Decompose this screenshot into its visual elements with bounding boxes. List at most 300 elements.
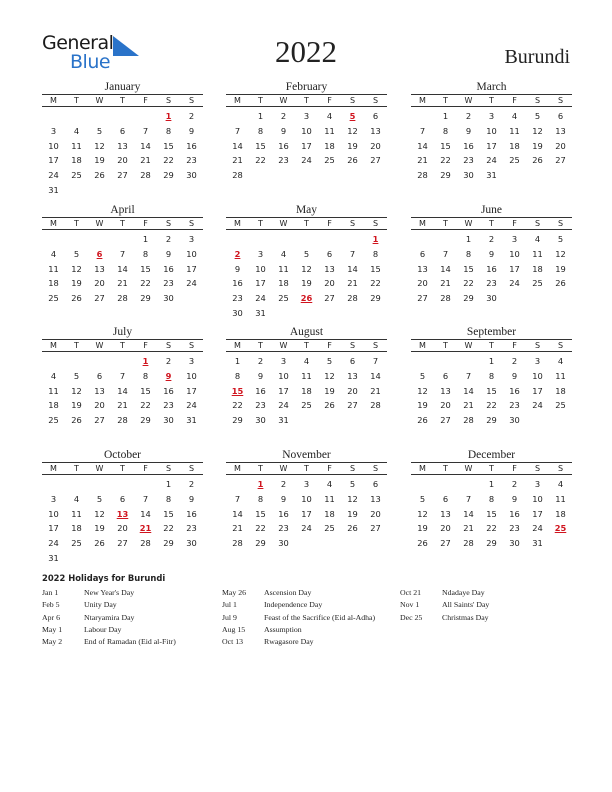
day-cell: 2 <box>511 479 518 489</box>
day-cell: 21 <box>232 523 243 534</box>
day-cell: 21 <box>117 400 128 411</box>
weekday-label: T <box>74 96 79 105</box>
day-cell: 15 <box>163 140 174 151</box>
day-cell: 26 <box>532 155 543 166</box>
day-cell: 18 <box>71 523 82 534</box>
empty-cell <box>65 354 88 369</box>
day-cell: 3 <box>511 234 518 244</box>
empty-cell <box>226 109 249 124</box>
day-cell: 31 <box>48 552 59 563</box>
day-grid <box>411 475 572 551</box>
day-cell: 16 <box>186 140 197 151</box>
day-cell: 27 <box>555 155 566 166</box>
day-cell: 11 <box>532 248 543 259</box>
holiday-name: Assumption <box>264 624 302 634</box>
day-cell: 1 <box>257 111 264 121</box>
day-cell: 9 <box>280 125 287 136</box>
day-cell: 5 <box>96 125 103 136</box>
day-cell: 10 <box>301 493 312 504</box>
weekday-header <box>226 217 387 230</box>
day-cell: 12 <box>301 263 312 274</box>
day-cell: 12 <box>324 370 335 381</box>
day-cell: 21 <box>463 400 474 411</box>
day-cell: 25 <box>555 400 566 411</box>
day-cell: 10 <box>509 248 520 259</box>
day-cell: 7 <box>142 493 149 504</box>
month-june <box>411 203 572 306</box>
day-cell: 19 <box>71 278 82 289</box>
month-title: June <box>480 204 503 216</box>
day-cell: 3 <box>188 356 195 366</box>
day-cell: 26 <box>347 155 358 166</box>
day-cell: 24 <box>486 155 497 166</box>
weekday-label: M <box>234 341 241 350</box>
holiday-day: 1 <box>142 356 149 366</box>
day-cell: 16 <box>278 508 289 519</box>
day-cell: 14 <box>463 385 474 396</box>
holiday-date: May 2 <box>42 637 63 647</box>
day-cell: 14 <box>370 370 381 381</box>
day-cell: 3 <box>303 111 310 121</box>
day-cell: 5 <box>326 356 333 366</box>
day-cell: 20 <box>94 400 105 411</box>
day-cell: 8 <box>257 125 264 136</box>
weekday-label: T <box>120 341 125 350</box>
day-cell: 25 <box>532 278 543 289</box>
day-cell: 13 <box>370 493 381 504</box>
day-cell: 26 <box>94 538 105 549</box>
day-cell: 16 <box>232 278 243 289</box>
day-grid <box>226 352 387 428</box>
day-cell: 11 <box>555 370 566 381</box>
day-cell: 7 <box>119 248 126 259</box>
day-cell: 10 <box>48 140 59 151</box>
day-cell: 12 <box>347 125 358 136</box>
day-cell: 28 <box>117 293 128 304</box>
holiday-day: 26 <box>300 293 313 304</box>
day-cell: 15 <box>486 385 497 396</box>
day-cell: 23 <box>486 278 497 289</box>
day-cell: 14 <box>440 263 451 274</box>
day-cell: 6 <box>419 248 426 259</box>
month-august <box>226 325 387 428</box>
holiday-date: Jul 1 <box>222 600 237 610</box>
weekday-label: M <box>419 464 426 473</box>
day-cell: 21 <box>117 278 128 289</box>
empty-cell <box>295 232 318 247</box>
day-cell: 5 <box>557 234 564 244</box>
day-cell: 26 <box>347 523 358 534</box>
weekday-label: T <box>120 96 125 105</box>
day-cell: 23 <box>163 400 174 411</box>
day-cell: 24 <box>186 400 197 411</box>
weekday-label: W <box>464 464 473 473</box>
day-cell: 17 <box>301 508 312 519</box>
day-cell: 14 <box>417 140 428 151</box>
holiday-date: Apr 6 <box>42 612 60 622</box>
day-cell: 26 <box>324 400 335 411</box>
weekday-label: T <box>489 219 494 228</box>
weekday-label: T <box>489 96 494 105</box>
weekday-label: S <box>557 341 564 350</box>
day-cell: 25 <box>324 155 335 166</box>
holiday-row <box>222 599 412 611</box>
day-cell: 15 <box>255 140 266 151</box>
day-cell: 3 <box>534 356 541 366</box>
day-cell: 5 <box>303 248 310 259</box>
day-cell: 19 <box>301 278 312 289</box>
day-cell: 4 <box>511 111 518 121</box>
day-cell: 8 <box>142 370 149 381</box>
day-cell: 3 <box>50 493 57 504</box>
day-cell: 29 <box>140 415 151 426</box>
day-cell: 23 <box>255 400 266 411</box>
weekday-label: S <box>372 464 379 473</box>
day-cell: 17 <box>532 385 543 396</box>
day-cell: 9 <box>280 493 287 504</box>
month-title: April <box>110 204 135 216</box>
empty-cell <box>42 477 65 492</box>
weekday-label: S <box>557 96 564 105</box>
day-cell: 8 <box>234 370 241 381</box>
day-cell: 23 <box>278 523 289 534</box>
month-october <box>42 448 203 566</box>
day-cell: 21 <box>440 278 451 289</box>
day-cell: 22 <box>486 400 497 411</box>
holiday-column <box>400 587 590 624</box>
day-cell: 19 <box>532 140 543 151</box>
day-cell: 4 <box>303 356 310 366</box>
day-cell: 3 <box>257 248 264 259</box>
day-cell: 9 <box>511 370 518 381</box>
weekday-label: T <box>443 219 448 228</box>
day-cell: 28 <box>232 170 243 181</box>
holiday-name: Ntaryamira Day <box>84 612 135 622</box>
weekday-label: F <box>327 341 332 350</box>
day-cell: 20 <box>417 278 428 289</box>
weekday-label: M <box>419 341 426 350</box>
day-cell: 28 <box>232 538 243 549</box>
holiday-day: 13 <box>116 508 129 519</box>
day-cell: 4 <box>557 479 564 489</box>
day-cell: 5 <box>96 493 103 504</box>
day-cell: 24 <box>509 278 520 289</box>
day-cell: 20 <box>440 523 451 534</box>
holiday-day: 21 <box>139 523 152 534</box>
day-cell: 18 <box>48 278 59 289</box>
day-cell: 10 <box>48 508 59 519</box>
day-cell: 17 <box>48 155 59 166</box>
day-cell: 31 <box>532 538 543 549</box>
day-cell: 8 <box>165 125 172 136</box>
empty-cell <box>434 232 457 247</box>
day-cell: 29 <box>140 293 151 304</box>
day-cell: 12 <box>555 248 566 259</box>
weekday-label: T <box>74 219 79 228</box>
holiday-date: Feb 5 <box>42 600 60 610</box>
weekday-label: F <box>512 96 517 105</box>
day-cell: 5 <box>419 370 426 381</box>
empty-cell <box>411 109 434 124</box>
day-cell: 12 <box>71 385 82 396</box>
day-cell: 27 <box>94 415 105 426</box>
month-november <box>226 448 387 551</box>
day-cell: 7 <box>234 125 241 136</box>
weekday-header <box>42 339 203 352</box>
day-cell: 10 <box>278 370 289 381</box>
empty-cell <box>249 232 272 247</box>
day-cell: 20 <box>370 140 381 151</box>
day-cell: 22 <box>163 523 174 534</box>
holiday-name: Feast of the Sacrifice (Eid al-Adha) <box>264 612 376 622</box>
holiday-name: End of Ramadan (Eid al-Fitr) <box>84 637 176 647</box>
holiday-date: Jan 1 <box>42 588 59 597</box>
day-cell: 5 <box>534 111 541 121</box>
weekday-header <box>42 94 203 107</box>
empty-cell <box>111 477 134 492</box>
day-cell: 20 <box>117 523 128 534</box>
day-cell: 1 <box>165 479 172 489</box>
weekday-label: W <box>464 341 473 350</box>
weekday-label: T <box>304 464 309 473</box>
day-cell: 11 <box>555 493 566 504</box>
holiday-name: Rwagasore Day <box>264 637 314 647</box>
holiday-day: 6 <box>96 248 103 259</box>
holiday-name: Unity Day <box>84 600 117 610</box>
day-cell: 8 <box>442 125 449 136</box>
day-cell: 24 <box>301 523 312 534</box>
holiday-row <box>42 587 232 599</box>
holiday-name: New Year's Day <box>84 588 135 597</box>
day-cell: 12 <box>417 385 428 396</box>
day-cell: 8 <box>142 248 149 259</box>
day-cell: 26 <box>555 278 566 289</box>
day-cell: 13 <box>370 125 381 136</box>
holidays-title: 2022 Holidays for Burundi <box>42 573 166 583</box>
day-cell: 2 <box>188 479 195 489</box>
day-cell: 19 <box>347 140 358 151</box>
day-cell: 26 <box>417 538 428 549</box>
day-cell: 20 <box>347 385 358 396</box>
day-cell: 13 <box>324 263 335 274</box>
month-january <box>42 80 203 198</box>
empty-cell <box>411 477 434 492</box>
day-cell: 28 <box>417 170 428 181</box>
day-cell: 27 <box>117 538 128 549</box>
day-cell: 13 <box>94 263 105 274</box>
day-cell: 9 <box>188 125 195 136</box>
empty-cell <box>111 109 134 124</box>
weekday-header <box>42 217 203 230</box>
day-cell: 10 <box>255 263 266 274</box>
weekday-label: S <box>372 341 379 350</box>
day-cell: 24 <box>532 400 543 411</box>
day-grid <box>411 107 572 183</box>
holiday-name: Ndadaye Day <box>442 588 485 597</box>
day-cell: 22 <box>255 523 266 534</box>
day-cell: 13 <box>347 370 358 381</box>
calendar-year: 2022 <box>275 34 337 69</box>
day-cell: 27 <box>417 293 428 304</box>
empty-cell <box>111 232 134 247</box>
day-cell: 16 <box>509 385 520 396</box>
day-cell: 26 <box>417 415 428 426</box>
holiday-date: Oct 13 <box>222 637 244 647</box>
day-cell: 22 <box>140 400 151 411</box>
weekday-label: F <box>327 464 332 473</box>
month-title: July <box>112 326 133 338</box>
empty-cell <box>457 477 480 492</box>
day-cell: 1 <box>142 234 149 244</box>
weekday-label: T <box>443 341 448 350</box>
day-cell: 26 <box>71 415 82 426</box>
day-cell: 19 <box>347 508 358 519</box>
weekday-label: W <box>279 464 288 473</box>
weekday-label: S <box>188 341 195 350</box>
day-cell: 6 <box>119 493 126 504</box>
day-cell: 31 <box>486 170 497 181</box>
weekday-label: T <box>443 96 448 105</box>
day-cell: 6 <box>372 111 379 121</box>
day-cell: 2 <box>280 111 287 121</box>
day-cell: 25 <box>324 523 335 534</box>
day-cell: 17 <box>486 140 497 151</box>
day-cell: 28 <box>140 538 151 549</box>
day-cell: 9 <box>511 493 518 504</box>
day-cell: 31 <box>186 415 197 426</box>
day-cell: 30 <box>278 538 289 549</box>
day-cell: 30 <box>255 415 266 426</box>
holiday-column <box>42 587 232 648</box>
day-cell: 29 <box>370 293 381 304</box>
day-cell: 27 <box>440 538 451 549</box>
day-cell: 15 <box>140 263 151 274</box>
weekday-label: S <box>534 464 541 473</box>
day-cell: 21 <box>463 523 474 534</box>
weekday-label: W <box>279 96 288 105</box>
day-cell: 6 <box>96 370 103 381</box>
day-grid <box>42 475 203 566</box>
holiday-day: 25 <box>554 523 567 534</box>
day-cell: 7 <box>372 356 379 366</box>
weekday-label: S <box>188 219 195 228</box>
day-cell: 12 <box>417 508 428 519</box>
weekday-label: F <box>143 341 148 350</box>
weekday-label: T <box>489 341 494 350</box>
holiday-column <box>222 587 412 648</box>
day-cell: 21 <box>370 385 381 396</box>
holiday-day: 5 <box>349 111 356 121</box>
holiday-day: 15 <box>231 385 244 396</box>
day-cell: 6 <box>349 356 356 366</box>
day-cell: 28 <box>140 170 151 181</box>
day-cell: 30 <box>163 415 174 426</box>
day-cell: 23 <box>186 155 197 166</box>
day-cell: 10 <box>486 125 497 136</box>
holiday-row <box>42 599 232 611</box>
day-cell: 12 <box>94 140 105 151</box>
day-cell: 2 <box>511 356 518 366</box>
weekday-label: S <box>349 464 356 473</box>
month-title: December <box>467 449 516 461</box>
day-cell: 7 <box>234 493 241 504</box>
holiday-name: Labour Day <box>84 624 122 634</box>
day-cell: 27 <box>370 155 381 166</box>
day-cell: 17 <box>509 263 520 274</box>
day-cell: 22 <box>140 278 151 289</box>
day-cell: 2 <box>165 234 172 244</box>
day-cell: 21 <box>347 278 358 289</box>
empty-cell <box>88 477 111 492</box>
day-cell: 6 <box>326 248 333 259</box>
weekday-label: S <box>534 219 541 228</box>
day-cell: 7 <box>442 248 449 259</box>
day-cell: 29 <box>255 538 266 549</box>
day-cell: 24 <box>255 293 266 304</box>
day-cell: 16 <box>486 263 497 274</box>
day-cell: 4 <box>280 248 287 259</box>
weekday-label: F <box>143 96 148 105</box>
weekday-label: T <box>304 341 309 350</box>
day-grid <box>42 107 203 198</box>
brand-line1: General <box>42 32 114 54</box>
empty-cell <box>272 232 295 247</box>
day-cell: 30 <box>509 415 520 426</box>
day-cell: 15 <box>370 263 381 274</box>
day-grid <box>226 230 387 321</box>
day-cell: 23 <box>163 278 174 289</box>
weekday-label: S <box>165 464 172 473</box>
day-cell: 20 <box>370 508 381 519</box>
day-cell: 10 <box>532 370 543 381</box>
day-cell: 29 <box>232 415 243 426</box>
day-cell: 10 <box>301 125 312 136</box>
day-cell: 2 <box>488 234 495 244</box>
day-cell: 18 <box>48 400 59 411</box>
day-cell: 24 <box>48 538 59 549</box>
holiday-date: Aug 15 <box>222 624 246 634</box>
day-cell: 24 <box>48 170 59 181</box>
day-cell: 22 <box>463 278 474 289</box>
holiday-row <box>222 624 412 636</box>
weekday-label: T <box>74 464 79 473</box>
weekday-header <box>411 462 572 475</box>
day-cell: 4 <box>50 248 57 259</box>
holiday-day: 1 <box>372 234 379 244</box>
weekday-label: S <box>349 341 356 350</box>
day-cell: 25 <box>301 400 312 411</box>
day-cell: 31 <box>255 307 266 318</box>
month-title: May <box>295 204 318 216</box>
holiday-day: 2 <box>234 248 241 259</box>
day-cell: 14 <box>140 508 151 519</box>
day-cell: 27 <box>94 293 105 304</box>
weekday-label: M <box>50 219 57 228</box>
empty-cell <box>318 232 341 247</box>
weekday-label: T <box>304 96 309 105</box>
day-cell: 18 <box>324 140 335 151</box>
day-cell: 28 <box>117 415 128 426</box>
day-cell: 9 <box>188 493 195 504</box>
day-cell: 28 <box>347 293 358 304</box>
empty-cell <box>134 477 157 492</box>
day-cell: 8 <box>165 493 172 504</box>
day-cell: 29 <box>440 170 451 181</box>
day-cell: 18 <box>71 155 82 166</box>
day-cell: 2 <box>165 356 172 366</box>
day-cell: 13 <box>555 125 566 136</box>
holiday-date: Oct 21 <box>400 588 422 597</box>
